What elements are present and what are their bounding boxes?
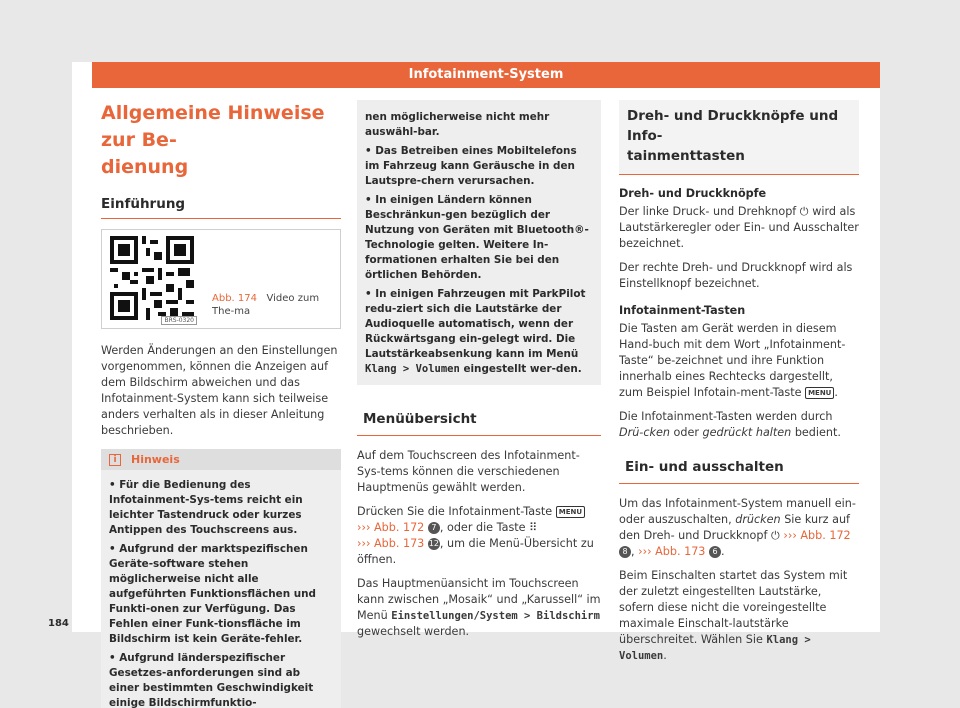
- note-list: [101, 470, 341, 708]
- note-item: [365, 287, 593, 377]
- info-icon: i: [109, 454, 121, 466]
- figure-caption: [212, 292, 338, 318]
- menu-path: Einstellungen/System > Bildschirm: [391, 610, 600, 622]
- onoff-paragraph-1: Um das Infotainment-System manuell ein-oder auszuschalten, drücken Sie kurz auf den Dreh- und Druckknopf ⏻ ››› Abb. 172 8 , ››› Abb. 173 6 .: [619, 497, 856, 558]
- power-icon: ⏻: [799, 205, 809, 218]
- note-item: • Aufgrund der marktspezifischen Geräte-software stehen möglicherweise nicht alle aufgeführten Funktionsflächen und Funkti-onen zur Verfügung. Das Fehlen einer Funk-tionsfläche im Bildschirm ist kein Geräte-fehler.: [109, 543, 316, 645]
- text: , oder die Taste: [439, 521, 530, 534]
- column-left: [101, 100, 341, 708]
- knobs-paragraph-2: Der rechte Dreh- und Druckknopf wird als Einstellknopf bezeichnet.: [619, 261, 853, 290]
- keys-paragraph-2: [619, 409, 859, 441]
- knobs-section-title: [627, 106, 851, 166]
- section-title-line1: Allgemeine Hinweise zur Be-: [101, 102, 325, 151]
- menu-paragraph-3: [357, 576, 601, 640]
- text: Drücken Sie die Infotainment-Taste: [357, 505, 556, 518]
- callout-number: 12: [428, 539, 439, 548]
- qr-code[interactable]: [102, 230, 200, 328]
- figure-tag: BRS-0320: [161, 316, 197, 325]
- knobs-paragraph-1: [619, 204, 859, 252]
- menu-key-icon: MENU: [805, 387, 834, 399]
- onoff-title: Ein- und ausschalten: [619, 455, 859, 484]
- text: bedient.: [791, 426, 841, 439]
- text: gewechselt werden.: [357, 625, 470, 638]
- note-item: • In einigen Ländern können Beschränkun-gen bezüglich der Nutzung von Geräten mit Bluetooth®-Technologie gelten. Weitere In-formationen erhalten Sie bei den örtlichen Behörden.: [365, 194, 589, 281]
- emphasis: drücken: [735, 513, 781, 526]
- text: wird als Lautstärkeregler oder Ein- und Ausschalter bezeichnet.: [619, 205, 859, 250]
- ref-link-abb172[interactable]: ››› Abb. 172: [357, 521, 425, 534]
- title-line1: Dreh- und Druckknöpfe und Info-: [627, 108, 839, 144]
- menu-path: Klang > Volumen: [619, 634, 811, 662]
- text: , um die Menü-Übersicht zu öffnen.: [357, 537, 594, 566]
- subsection-title: Einführung: [101, 193, 341, 219]
- power-icon: ⏻: [770, 529, 780, 542]
- note-item: • Aufgrund länderspezifischer Gesetzes-anforderungen sind ab einer bestimmten Geschwindigkeit einige Bildschirmfunktio-: [109, 652, 314, 708]
- menu-paragraph-2: [357, 504, 601, 568]
- ref-link-abb172[interactable]: ››› Abb. 172: [783, 529, 851, 542]
- figure-caption-text: Video zum The-ma: [212, 293, 320, 317]
- note-item: nen möglicherweise nicht mehr auswähl-bar.: [365, 111, 550, 138]
- callout-number: 8: [619, 546, 631, 558]
- text: Das Hauptmenüansicht im Touchscreen kann zwischen „Mosaik“ und „Karussell“ im Menü: [357, 577, 601, 622]
- callout-number: 6: [709, 546, 721, 558]
- menu-overview-title: Menüübersicht: [357, 407, 601, 436]
- note-box-continued: [357, 100, 601, 385]
- text: oder: [669, 426, 703, 439]
- section-title: [101, 100, 341, 181]
- qr-code-graphic: [110, 236, 194, 320]
- onoff-paragraph-2: [619, 568, 859, 664]
- knobs-section-header: [619, 100, 859, 175]
- note-box: [101, 449, 341, 708]
- intro-paragraph: Werden Änderungen an den Einstellungen vorgenommen, können die Anzeigen auf dem Bildschirm abweichen und das Infotainment-System kann sich teilweise anders verhalten als in dieser Anleitung beschrieben.: [101, 344, 338, 437]
- text: Die Tasten am Gerät werden in diesem Hand-buch mit dem Wort „Infotainment-Taste“ be-zeichnet und ihre Funktion innerhalb eines Rechtecks dargestellt, zum Beispiel Infotain-ment-Taste: [619, 322, 846, 399]
- menu-paragraph-1: Auf dem Touchscreen des Infotainment-Sys-tems können die verschiedenen Hauptmenüs gewählt werden.: [357, 449, 580, 494]
- text: .: [834, 386, 838, 399]
- text: Sie kurz auf den Dreh- und Druckknopf: [619, 513, 850, 542]
- column-middle: [357, 100, 601, 640]
- note-header: [101, 449, 341, 470]
- text: Um das Infotainment-System manuell ein-oder auszuschalten,: [619, 497, 856, 526]
- menu-key-icon: MENU: [556, 506, 585, 518]
- note-list: [357, 106, 601, 377]
- ref-link-abb173[interactable]: ››› Abb. 173: [357, 537, 425, 550]
- keys-heading: Infotainment-Tasten: [619, 304, 746, 317]
- callout-number: 7: [428, 522, 440, 534]
- note-item: • Für die Bedienung des Infotainment-Sys-tems reicht ein leichter Tastendruck oder kurzes Antippen des Touchscreens aus.: [109, 479, 303, 536]
- column-right: [619, 100, 859, 664]
- menu-path: Klang > Volumen: [365, 363, 460, 375]
- page-number: 184: [48, 618, 69, 629]
- emphasis: gedrückt halten: [702, 426, 792, 439]
- text: Die Infotainment-Tasten werden durch: [619, 410, 833, 423]
- figure-174: [101, 229, 341, 329]
- section-title-line2: dienung: [101, 156, 189, 178]
- text: Der linke Druck- und Drehknopf: [619, 205, 800, 218]
- note-item: • Das Betreiben eines Mobiltelefons im Fahrzeug kann Geräusche in den Lautspre-chern verursachen.: [365, 145, 577, 187]
- chapter-header: Infotainment-System: [92, 62, 880, 88]
- emphasis: Drü-cken: [619, 426, 670, 439]
- knobs-heading: Dreh- und Druckknöpfe: [619, 187, 767, 200]
- note-text: • In einigen Fahrzeugen mit ParkPilot redu-ziert sich die Lautstärke der Audioquelle automatisch, wenn der Rückwärtsgang ein-gelegt wird. Die Lautstärkeabsenkung kann im Menü: [365, 288, 586, 360]
- keys-paragraph-1: [619, 321, 859, 401]
- ref-link-abb173[interactable]: ››› Abb. 173: [638, 545, 706, 558]
- note-text: eingestellt wer-den.: [459, 363, 582, 375]
- text: Beim Einschalten startet das System mit der zuletzt eingestellten Lautstärke, sofern diese nicht die voreingestellte maximale Einschalt-lautstärke überschreitet. Wählen Sie: [619, 569, 848, 646]
- grid-key-icon: ⠿: [529, 521, 538, 534]
- title-line2: tainmenttasten: [627, 148, 745, 164]
- note-title: Hinweis: [131, 453, 180, 466]
- figure-number: Abb. 174: [212, 293, 257, 304]
- text: .: [663, 649, 667, 662]
